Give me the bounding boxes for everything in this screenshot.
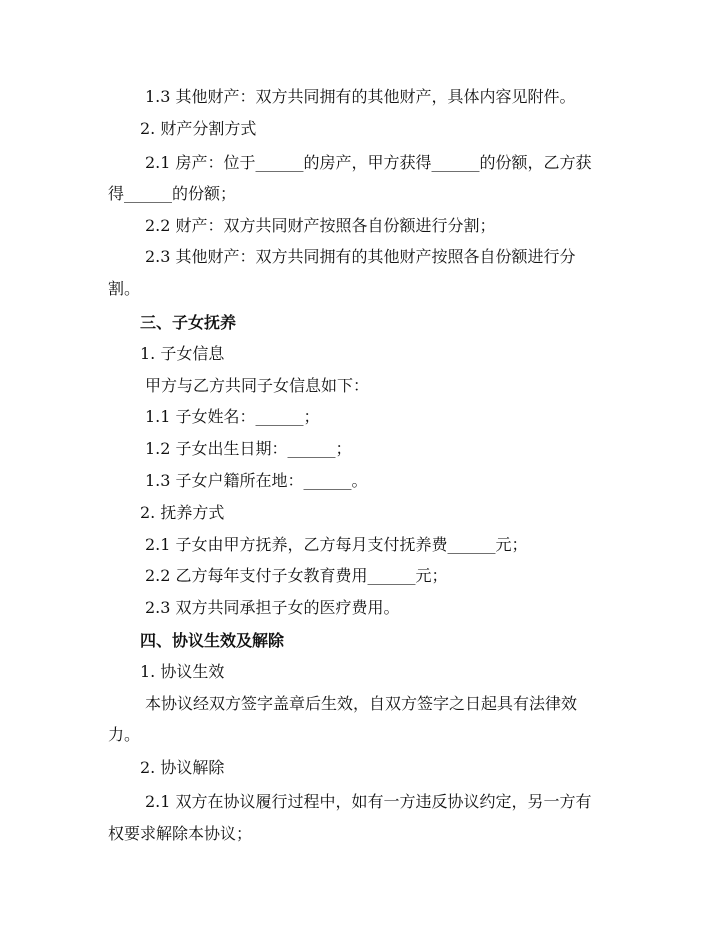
text-line: 1. 协议生效 xyxy=(140,662,225,681)
text-line: 2.3 其他财产：双方共同拥有的其他财产按照各自份额进行分 xyxy=(145,247,576,266)
text-line: 1. 子女信息 xyxy=(140,344,225,363)
text-line: 2.2 财产：双方共同财产按照各自份额进行分割； xyxy=(145,216,496,235)
section-heading: 四、协议生效及解除 xyxy=(140,631,285,650)
text-line: 2.1 房产：位于______的房产，甲方获得______的份额，乙方获 xyxy=(145,153,592,172)
text-line: 甲方与乙方共同子女信息如下： xyxy=(145,376,370,395)
text-line: 1.2 子女出生日期：______； xyxy=(145,439,352,458)
text-line: 1.3 子女户籍所在地：______。 xyxy=(145,471,368,490)
text-line: 1.3 其他财产：双方共同拥有的其他财产，具体内容见附件。 xyxy=(145,87,576,106)
text-line: 割。 xyxy=(108,279,141,298)
text-line: 力。 xyxy=(108,725,141,744)
text-line: 2. 财产分割方式 xyxy=(140,119,257,138)
text-line: 本协议经双方签字盖章后生效，自双方签字之日起具有法律效 xyxy=(145,694,578,713)
text-line: 2.1 子女由甲方抚养，乙方每月支付抚养费______元； xyxy=(145,535,528,554)
section-heading: 三、子女抚养 xyxy=(140,313,237,332)
text-line: 2. 抚养方式 xyxy=(140,503,225,522)
text-line: 得______的份额； xyxy=(108,184,237,203)
text-line: 2.3 双方共同承担子女的医疗费用。 xyxy=(145,598,400,617)
text-line: 权要求解除本协议； xyxy=(108,824,253,843)
text-line: 2.2 乙方每年支付子女教育费用______元； xyxy=(145,566,448,585)
text-line: 1.1 子女姓名：______； xyxy=(145,407,320,426)
text-line: 2.1 双方在协议履行过程中，如有一方违反协议约定，另一方有 xyxy=(145,792,592,811)
text-line: 2. 协议解除 xyxy=(140,758,225,777)
